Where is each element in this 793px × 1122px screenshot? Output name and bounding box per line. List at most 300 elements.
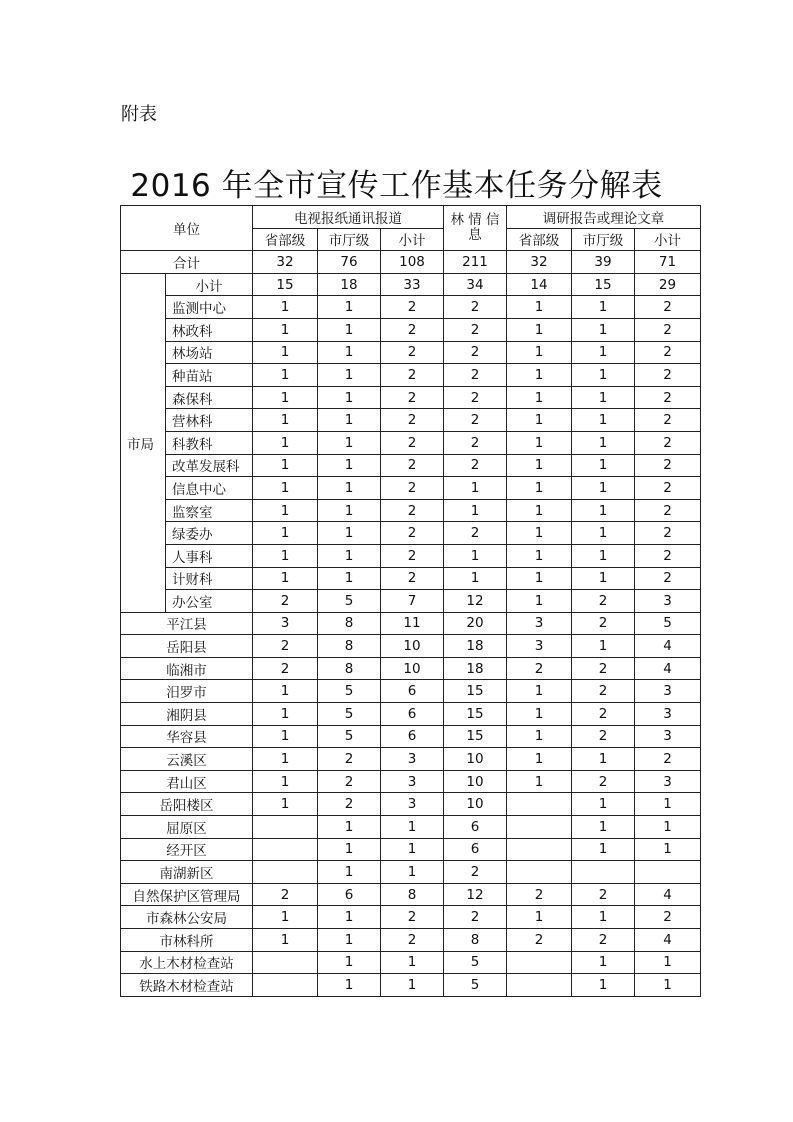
value-cell: 3 xyxy=(635,725,701,748)
unit-name: 岳阳县 xyxy=(121,635,253,658)
task-table xyxy=(120,205,701,997)
value-cell: 5 xyxy=(444,974,507,997)
value-cell: 1 xyxy=(318,364,381,387)
value-cell xyxy=(253,838,318,861)
value-cell: 1 xyxy=(253,477,318,500)
value-cell: 1 xyxy=(253,567,318,590)
unit-name: 经开区 xyxy=(121,838,253,861)
value-cell: 2 xyxy=(381,929,444,952)
unit-name: 市森林公安局 xyxy=(121,906,253,929)
value-cell: 1 xyxy=(318,567,381,590)
value-cell: 6 xyxy=(381,703,444,726)
value-cell: 1 xyxy=(507,431,572,454)
page-title: 2016 年全市宣传工作基本任务分解表 xyxy=(130,168,663,204)
value-cell: 2 xyxy=(635,544,701,567)
value-cell: 1 xyxy=(318,838,381,861)
value-cell: 2 xyxy=(444,386,507,409)
value-cell: 2 xyxy=(444,454,507,477)
value-cell: 1 xyxy=(253,748,318,771)
sub-unit-name: 人事科 xyxy=(166,544,253,567)
value-cell: 10 xyxy=(381,657,444,680)
value-cell: 1 xyxy=(635,793,701,816)
value-cell: 11 xyxy=(381,612,444,635)
value-cell: 1 xyxy=(572,951,635,974)
value-cell: 1 xyxy=(318,929,381,952)
table-row xyxy=(121,431,701,454)
header-media-group: 电视报纸通讯报道 xyxy=(253,206,444,229)
table-row xyxy=(121,454,701,477)
value-cell: 1 xyxy=(572,816,635,839)
value-cell: 1 xyxy=(318,341,381,364)
value-cell: 3 xyxy=(635,680,701,703)
value-cell: 1 xyxy=(318,974,381,997)
table-row xyxy=(121,612,701,635)
value-cell: 1 xyxy=(507,499,572,522)
table-row xyxy=(121,680,701,703)
value-cell: 1 xyxy=(507,703,572,726)
value-cell: 2 xyxy=(572,680,635,703)
value-cell: 1 xyxy=(507,386,572,409)
value-cell: 1 xyxy=(253,725,318,748)
value-cell: 1 xyxy=(318,386,381,409)
table-row xyxy=(121,499,701,522)
total-label: 合计 xyxy=(121,251,253,274)
table-row xyxy=(121,861,701,884)
value-cell: 1 xyxy=(381,974,444,997)
value-cell: 7 xyxy=(381,590,444,613)
value-cell: 2 xyxy=(318,793,381,816)
value-cell: 1 xyxy=(253,793,318,816)
value-cell: 76 xyxy=(318,251,381,274)
value-cell: 39 xyxy=(572,251,635,274)
value-cell: 1 xyxy=(253,341,318,364)
value-cell: 1 xyxy=(253,364,318,387)
value-cell: 1 xyxy=(444,544,507,567)
value-cell xyxy=(253,974,318,997)
value-cell: 1 xyxy=(253,680,318,703)
unit-name: 云溪区 xyxy=(121,748,253,771)
value-cell: 1 xyxy=(572,974,635,997)
value-cell: 8 xyxy=(318,612,381,635)
value-cell xyxy=(507,951,572,974)
value-cell: 2 xyxy=(253,883,318,906)
value-cell xyxy=(253,861,318,884)
value-cell: 3 xyxy=(381,748,444,771)
value-cell: 2 xyxy=(507,657,572,680)
table-row xyxy=(121,567,701,590)
value-cell: 1 xyxy=(318,499,381,522)
value-cell xyxy=(507,816,572,839)
header-provincial: 省部级 xyxy=(507,228,572,251)
value-cell: 2 xyxy=(381,318,444,341)
table-row xyxy=(121,906,701,929)
value-cell: 1 xyxy=(572,499,635,522)
value-cell: 1 xyxy=(507,680,572,703)
value-cell: 4 xyxy=(635,883,701,906)
unit-name: 汨罗市 xyxy=(121,680,253,703)
value-cell: 1 xyxy=(507,454,572,477)
sub-unit-name: 计财科 xyxy=(166,567,253,590)
table-row xyxy=(121,929,701,952)
unit-name: 南湖新区 xyxy=(121,861,253,884)
value-cell: 1 xyxy=(381,838,444,861)
value-cell: 4 xyxy=(635,929,701,952)
value-cell: 1 xyxy=(318,409,381,432)
unit-name: 屈原区 xyxy=(121,816,253,839)
value-cell: 1 xyxy=(572,386,635,409)
value-cell: 12 xyxy=(444,590,507,613)
value-cell: 2 xyxy=(635,341,701,364)
unit-name: 湘阴县 xyxy=(121,703,253,726)
value-cell: 2 xyxy=(507,929,572,952)
value-cell: 5 xyxy=(318,590,381,613)
value-cell: 2 xyxy=(635,522,701,545)
value-cell: 10 xyxy=(444,793,507,816)
value-cell: 1 xyxy=(318,906,381,929)
value-cell: 18 xyxy=(444,635,507,658)
value-cell: 1 xyxy=(253,929,318,952)
value-cell: 2 xyxy=(572,883,635,906)
value-cell: 1 xyxy=(507,770,572,793)
value-cell: 2 xyxy=(444,861,507,884)
value-cell: 3 xyxy=(507,635,572,658)
value-cell: 1 xyxy=(507,544,572,567)
appendix-label: 附表 xyxy=(121,104,157,125)
value-cell: 1 xyxy=(572,431,635,454)
header-forestry-info: 林 情 信 息 xyxy=(444,206,507,251)
unit-name: 铁路木材检查站 xyxy=(121,974,253,997)
sub-unit-name: 办公室 xyxy=(166,590,253,613)
value-cell: 1 xyxy=(507,364,572,387)
table-row xyxy=(121,296,701,319)
unit-name: 自然保护区管理局 xyxy=(121,883,253,906)
value-cell: 2 xyxy=(635,477,701,500)
value-cell: 1 xyxy=(318,951,381,974)
value-cell: 1 xyxy=(318,522,381,545)
value-cell: 8 xyxy=(444,929,507,952)
header-municipal: 市厅级 xyxy=(318,228,381,251)
value-cell: 1 xyxy=(253,770,318,793)
value-cell: 2 xyxy=(444,318,507,341)
value-cell: 15 xyxy=(253,273,318,296)
sub-unit-name: 森保科 xyxy=(166,386,253,409)
unit-name: 临湘市 xyxy=(121,657,253,680)
value-cell: 32 xyxy=(253,251,318,274)
value-cell: 6 xyxy=(381,725,444,748)
value-cell: 1 xyxy=(253,906,318,929)
value-cell: 1 xyxy=(507,522,572,545)
value-cell: 15 xyxy=(444,680,507,703)
value-cell: 1 xyxy=(318,454,381,477)
value-cell: 2 xyxy=(635,296,701,319)
value-cell: 6 xyxy=(444,838,507,861)
value-cell: 1 xyxy=(318,296,381,319)
value-cell: 2 xyxy=(635,454,701,477)
value-cell: 1 xyxy=(572,454,635,477)
value-cell: 2 xyxy=(635,748,701,771)
value-cell: 1 xyxy=(572,635,635,658)
value-cell: 2 xyxy=(635,431,701,454)
value-cell: 32 xyxy=(507,251,572,274)
value-cell: 1 xyxy=(253,522,318,545)
value-cell: 6 xyxy=(381,680,444,703)
value-cell: 3 xyxy=(635,590,701,613)
value-cell: 1 xyxy=(507,477,572,500)
value-cell: 1 xyxy=(507,409,572,432)
value-cell: 2 xyxy=(572,770,635,793)
value-cell: 2 xyxy=(635,906,701,929)
value-cell: 2 xyxy=(572,657,635,680)
value-cell: 12 xyxy=(444,883,507,906)
value-cell: 34 xyxy=(444,273,507,296)
sub-unit-name: 种苗站 xyxy=(166,364,253,387)
value-cell: 1 xyxy=(444,477,507,500)
value-cell: 2 xyxy=(318,770,381,793)
value-cell: 2 xyxy=(381,296,444,319)
sub-unit-name: 林政科 xyxy=(166,318,253,341)
value-cell: 2 xyxy=(507,883,572,906)
unit-name: 华容县 xyxy=(121,725,253,748)
value-cell: 2 xyxy=(635,386,701,409)
value-cell: 1 xyxy=(507,748,572,771)
unit-name: 岳阳楼区 xyxy=(121,793,253,816)
value-cell: 6 xyxy=(318,883,381,906)
value-cell: 8 xyxy=(318,657,381,680)
value-cell: 1 xyxy=(572,522,635,545)
header-subtotal: 小计 xyxy=(635,228,701,251)
value-cell: 1 xyxy=(253,386,318,409)
sub-unit-name: 科教科 xyxy=(166,431,253,454)
unit-name: 君山区 xyxy=(121,770,253,793)
value-cell: 1 xyxy=(572,838,635,861)
sub-unit-name: 绿委办 xyxy=(166,522,253,545)
value-cell: 1 xyxy=(381,816,444,839)
value-cell: 2 xyxy=(635,409,701,432)
header-provincial: 省部级 xyxy=(253,228,318,251)
table-row xyxy=(121,386,701,409)
value-cell: 1 xyxy=(253,544,318,567)
value-cell: 2 xyxy=(444,341,507,364)
table-row xyxy=(121,725,701,748)
table-row xyxy=(121,544,701,567)
value-cell: 2 xyxy=(253,590,318,613)
table-row xyxy=(121,409,701,432)
value-cell: 2 xyxy=(444,409,507,432)
value-cell xyxy=(635,861,701,884)
value-cell xyxy=(507,838,572,861)
table-row xyxy=(121,273,701,296)
value-cell: 2 xyxy=(381,386,444,409)
header-subtotal: 小计 xyxy=(381,228,444,251)
value-cell: 3 xyxy=(507,612,572,635)
table-row xyxy=(121,816,701,839)
value-cell: 1 xyxy=(253,409,318,432)
value-cell: 2 xyxy=(572,590,635,613)
value-cell: 6 xyxy=(444,816,507,839)
value-cell: 1 xyxy=(507,341,572,364)
value-cell xyxy=(507,793,572,816)
value-cell: 1 xyxy=(572,544,635,567)
value-cell: 1 xyxy=(318,477,381,500)
value-cell: 1 xyxy=(444,567,507,590)
value-cell: 1 xyxy=(318,431,381,454)
value-cell: 2 xyxy=(444,364,507,387)
value-cell: 5 xyxy=(318,725,381,748)
sub-unit-name: 监察室 xyxy=(166,499,253,522)
value-cell: 2 xyxy=(381,364,444,387)
value-cell: 1 xyxy=(572,409,635,432)
sub-unit-name: 小计 xyxy=(166,273,253,296)
value-cell: 1 xyxy=(253,703,318,726)
value-cell: 1 xyxy=(635,951,701,974)
value-cell: 1 xyxy=(318,318,381,341)
value-cell xyxy=(507,861,572,884)
value-cell: 1 xyxy=(635,974,701,997)
value-cell: 3 xyxy=(253,612,318,635)
value-cell: 15 xyxy=(572,273,635,296)
value-cell: 2 xyxy=(635,567,701,590)
value-cell: 1 xyxy=(572,364,635,387)
value-cell: 2 xyxy=(381,567,444,590)
sub-unit-name: 信息中心 xyxy=(166,477,253,500)
value-cell: 2 xyxy=(635,499,701,522)
value-cell: 4 xyxy=(635,635,701,658)
value-cell xyxy=(572,861,635,884)
value-cell: 1 xyxy=(318,861,381,884)
value-cell: 1 xyxy=(253,454,318,477)
value-cell xyxy=(253,951,318,974)
value-cell: 1 xyxy=(572,567,635,590)
value-cell: 15 xyxy=(444,703,507,726)
value-cell: 1 xyxy=(507,296,572,319)
value-cell: 71 xyxy=(635,251,701,274)
value-cell: 10 xyxy=(381,635,444,658)
value-cell: 33 xyxy=(381,273,444,296)
value-cell: 2 xyxy=(444,296,507,319)
city-bureau-label: 市局 xyxy=(121,273,166,612)
value-cell: 2 xyxy=(381,431,444,454)
value-cell: 108 xyxy=(381,251,444,274)
value-cell: 1 xyxy=(572,477,635,500)
value-cell: 2 xyxy=(318,748,381,771)
table-row xyxy=(121,590,701,613)
header-unit: 单位 xyxy=(121,206,253,251)
value-cell: 2 xyxy=(572,703,635,726)
value-cell: 2 xyxy=(572,929,635,952)
value-cell: 2 xyxy=(381,409,444,432)
value-cell: 18 xyxy=(444,657,507,680)
table-row xyxy=(121,318,701,341)
value-cell: 2 xyxy=(444,431,507,454)
table-row xyxy=(121,477,701,500)
value-cell: 5 xyxy=(635,612,701,635)
unit-name: 平江县 xyxy=(121,612,253,635)
sub-unit-name: 林场站 xyxy=(166,341,253,364)
value-cell: 1 xyxy=(635,816,701,839)
unit-name: 市林科所 xyxy=(121,929,253,952)
table-row xyxy=(121,703,701,726)
value-cell: 1 xyxy=(507,725,572,748)
table-row xyxy=(121,883,701,906)
sub-unit-name: 营林科 xyxy=(166,409,253,432)
value-cell: 2 xyxy=(381,906,444,929)
value-cell: 5 xyxy=(318,680,381,703)
value-cell: 1 xyxy=(381,861,444,884)
value-cell: 18 xyxy=(318,273,381,296)
value-cell: 1 xyxy=(253,296,318,319)
value-cell: 2 xyxy=(381,544,444,567)
value-cell: 15 xyxy=(444,725,507,748)
value-cell: 1 xyxy=(572,296,635,319)
table-row xyxy=(121,364,701,387)
value-cell: 1 xyxy=(507,318,572,341)
value-cell: 2 xyxy=(381,341,444,364)
value-cell: 2 xyxy=(253,657,318,680)
value-cell: 2 xyxy=(381,477,444,500)
table-row xyxy=(121,838,701,861)
value-cell: 8 xyxy=(381,883,444,906)
table-row xyxy=(121,793,701,816)
value-cell: 2 xyxy=(572,725,635,748)
value-cell: 4 xyxy=(635,657,701,680)
header-research-group: 调研报告或理论文章 xyxy=(507,206,701,229)
value-cell: 1 xyxy=(572,748,635,771)
value-cell: 1 xyxy=(253,318,318,341)
value-cell: 1 xyxy=(318,816,381,839)
table-row xyxy=(121,522,701,545)
value-cell: 1 xyxy=(253,431,318,454)
sub-unit-name: 监测中心 xyxy=(166,296,253,319)
value-cell xyxy=(253,816,318,839)
value-cell: 1 xyxy=(572,318,635,341)
value-cell: 2 xyxy=(444,522,507,545)
value-cell: 10 xyxy=(444,770,507,793)
sub-unit-name: 改革发展科 xyxy=(166,454,253,477)
value-cell: 1 xyxy=(381,951,444,974)
table-row xyxy=(121,748,701,771)
value-cell: 20 xyxy=(444,612,507,635)
value-cell: 2 xyxy=(381,454,444,477)
table-row xyxy=(121,341,701,364)
value-cell: 8 xyxy=(318,635,381,658)
value-cell xyxy=(507,974,572,997)
value-cell: 1 xyxy=(507,567,572,590)
header-municipal: 市厅级 xyxy=(572,228,635,251)
value-cell: 10 xyxy=(444,748,507,771)
unit-name: 水上木材检查站 xyxy=(121,951,253,974)
table-row xyxy=(121,635,701,658)
value-cell: 2 xyxy=(635,364,701,387)
table-row-total xyxy=(121,251,701,274)
value-cell: 2 xyxy=(381,499,444,522)
value-cell: 1 xyxy=(507,590,572,613)
value-cell: 211 xyxy=(444,251,507,274)
value-cell: 5 xyxy=(444,951,507,974)
table-row xyxy=(121,770,701,793)
value-cell: 1 xyxy=(318,544,381,567)
value-cell: 2 xyxy=(444,906,507,929)
value-cell: 1 xyxy=(572,906,635,929)
value-cell: 2 xyxy=(381,522,444,545)
value-cell: 3 xyxy=(635,703,701,726)
value-cell: 2 xyxy=(635,318,701,341)
value-cell: 1 xyxy=(572,341,635,364)
value-cell: 2 xyxy=(572,612,635,635)
value-cell: 1 xyxy=(635,838,701,861)
value-cell: 3 xyxy=(381,770,444,793)
value-cell: 3 xyxy=(381,793,444,816)
value-cell: 1 xyxy=(572,793,635,816)
